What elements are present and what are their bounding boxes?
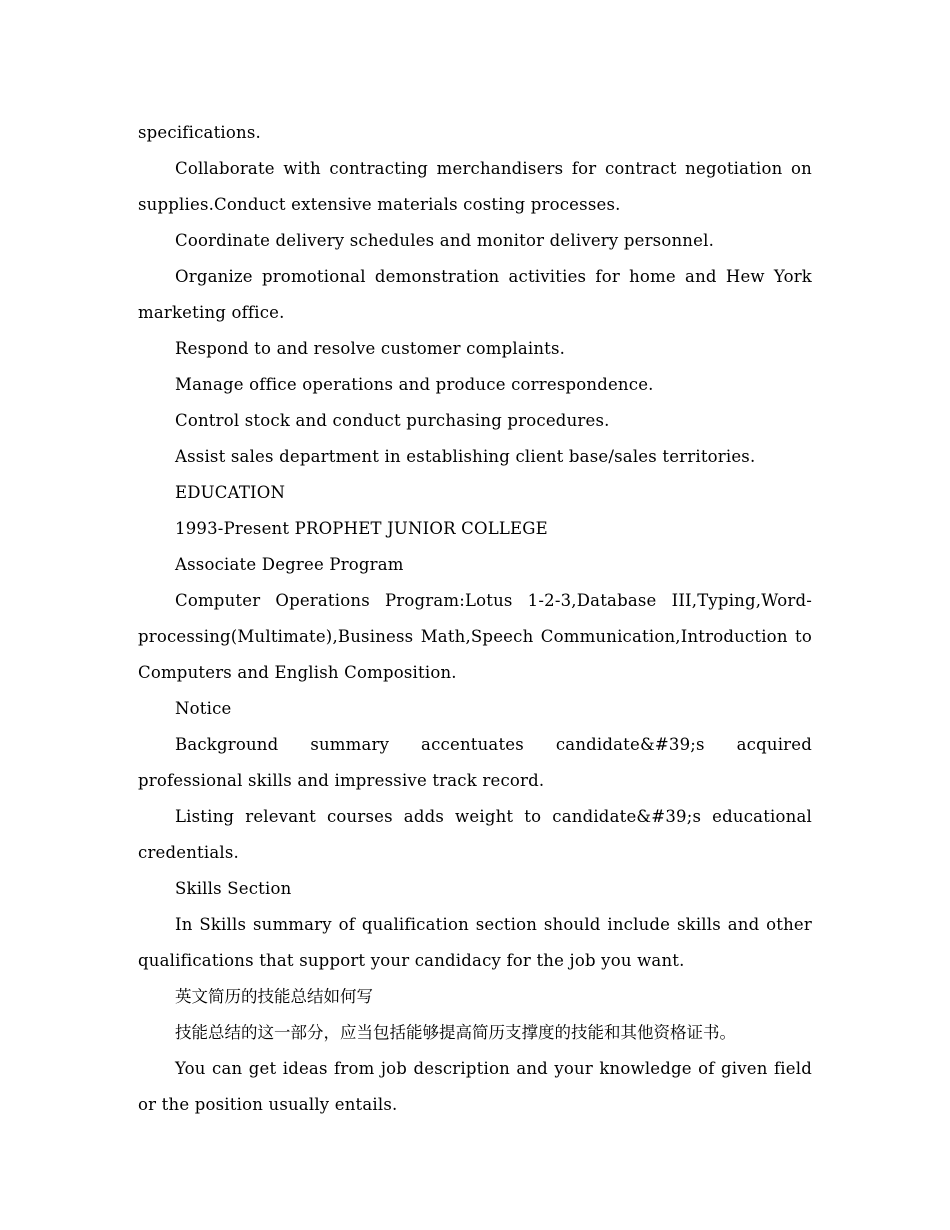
paragraph-cjk-heading: 英文简历的技能总结如何写 bbox=[175, 987, 373, 1006]
section-heading-education: EDUCATION bbox=[175, 483, 286, 502]
paragraph-degree: Associate Degree Program bbox=[175, 555, 404, 574]
paragraph-manage: Manage office operations and produce correspondence. bbox=[175, 375, 654, 394]
paragraph-cjk-body: 技能总结的这一部分，应当包括能够提高简历支撑度的技能和其他资格证书。 bbox=[175, 1023, 736, 1042]
paragraph-organize: Organize promotional demonstration activities for home and Hew York marketing office. bbox=[138, 267, 812, 322]
paragraph-coordinate: Coordinate delivery schedules and monitor delivery personnel. bbox=[175, 231, 715, 250]
paragraph-collaborate: Collaborate with contracting merchandisers for contract negotiation on supplies.Conduct extensive materials costing processes. bbox=[138, 159, 812, 214]
paragraph-skills-summary: In Skills summary of qualification section should include skills and other qualifications that support your candidacy for the job you want. bbox=[138, 915, 812, 970]
paragraph-continuation: specifications. bbox=[138, 123, 261, 142]
document-body bbox=[138, 115, 812, 1123]
paragraph-background-summary: Background summary accentuates candidate&#39;s acquired professional skills and impressive track record. bbox=[138, 735, 812, 790]
paragraph-listing-courses: Listing relevant courses adds weight to candidate&#39;s educational credentials. bbox=[138, 807, 812, 862]
paragraph-college: 1993-Present PROPHET JUNIOR COLLEGE bbox=[175, 519, 548, 538]
paragraph-ideas: You can get ideas from job description and your knowledge of given field or the position usually entails. bbox=[138, 1059, 812, 1114]
paragraph-respond: Respond to and resolve customer complaints. bbox=[175, 339, 566, 358]
paragraph-control: Control stock and conduct purchasing procedures. bbox=[175, 411, 610, 430]
section-heading-skills: Skills Section bbox=[175, 879, 292, 898]
paragraph-courses: Computer Operations Program:Lotus 1-2-3,Database III,Typing,Word-processing(Multimate),Business Math,Speech Communication,Introduction to Computers and English Composition. bbox=[138, 591, 812, 682]
section-heading-notice: Notice bbox=[175, 699, 232, 718]
paragraph-assist: Assist sales department in establishing client base/sales territories. bbox=[175, 447, 756, 466]
